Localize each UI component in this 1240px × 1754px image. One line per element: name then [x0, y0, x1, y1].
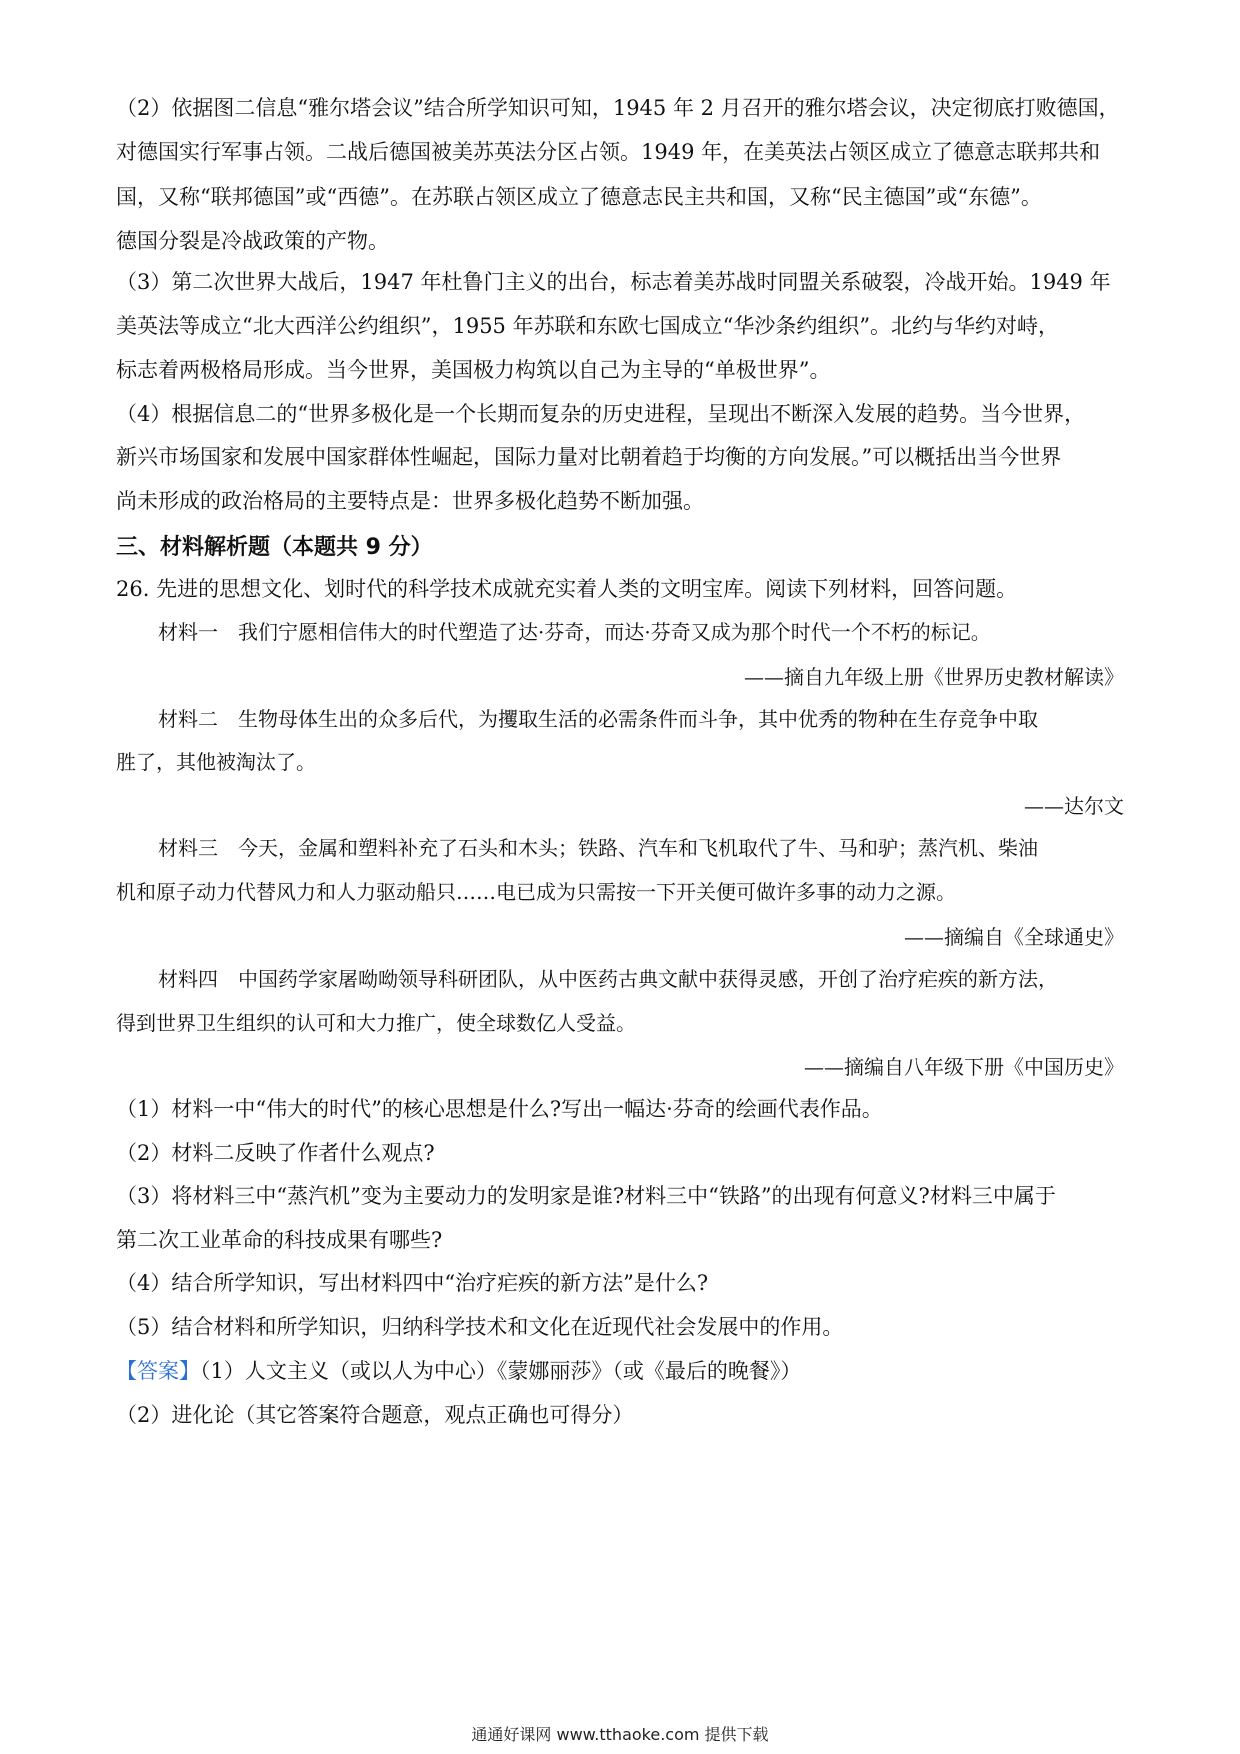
- answer-3-line-2: 美英法等成立“北大西洋公约组织”，1955 年苏联和东欧七国成立“华沙条约组织”。北约与华约对峙，: [116, 314, 1060, 338]
- sub-question-2: （2）材料二反映了作者什么观点?: [116, 1141, 435, 1165]
- answer-line-2: （2）进化论（其它答案符合题意，观点正确也可得分）: [116, 1403, 634, 1427]
- answer-line-1: [116, 1356, 1126, 1386]
- material-3-source: ——摘编自《全球通史》: [904, 925, 1124, 949]
- answer-2-line-4: 德国分裂是冷战政策的产物。: [116, 229, 389, 253]
- answer-3-line-1: （3）第二次世界大战后，1947 年杜鲁门主义的出台，标志着美苏战时同盟关系破裂，冷战开始。1949 年: [116, 270, 1111, 294]
- answer-4-line-3: 尚未形成的政治格局的主要特点是：世界多极化趋势不断加强。: [116, 489, 704, 513]
- sub-question-4: （4）结合所学知识，写出材料四中“治疗疟疾的新方法”是什么?: [116, 1271, 709, 1295]
- material-2-line-1: 材料二 生物母体生出的众多后代，为攫取生活的必需条件而斗争，其中优秀的物种在生存竞争中取: [158, 707, 1038, 731]
- answer-3-line-3: 标志着两极格局形成。当今世界，美国极力构筑以自己为主导的“单极世界”。: [116, 358, 831, 382]
- sub-question-5: （5）结合材料和所学知识，归纳科学技术和文化在近现代社会发展中的作用。: [116, 1315, 844, 1339]
- answer-4-line-1: （4）根据信息二的“世界多极化是一个长期而复杂的历史进程，呈现出不断深入发展的趋势。当今世界，: [116, 402, 1086, 426]
- material-2-line-2: 胜了，其他被淘汰了。: [116, 750, 316, 774]
- material-1-source: ——摘自九年级上册《世界历史教材解读》: [744, 665, 1124, 689]
- answer-2-line-1: （2）依据图二信息“雅尔塔会议”结合所学知识可知，1945 年 2 月召开的雅尔塔会议，决定彻底打败德国，: [116, 96, 1120, 120]
- sub-question-3-line-1: （3）将材料三中“蒸汽机”变为主要动力的发明家是谁?材料三中“铁路”的出现有何意义?材料三中属于: [116, 1184, 1056, 1208]
- material-1: 材料一 我们宁愿相信伟大的时代塑造了达·芬奇，而达·芬奇又成为那个时代一个不朽的标记。: [158, 620, 991, 644]
- footer-watermark: 通通好课网 www.tthaoke.com 提供下载: [471, 1725, 769, 1744]
- answer-tag: 【答案】: [116, 1359, 200, 1383]
- material-4-line-1: 材料四 中国药学家屠呦呦领导科研团队，从中医药古典文献中获得灵感，开创了治疗疟疾的新方法，: [158, 967, 1058, 991]
- material-3-line-1: 材料三 今天，金属和塑料补充了石头和木头；铁路、汽车和飞机取代了牛、马和驴；蒸汽机、柴油: [158, 836, 1038, 860]
- sub-question-3-line-2: 第二次工业革命的科技成果有哪些?: [116, 1228, 443, 1252]
- material-4-source: ——摘编自八年级下册《中国历史》: [804, 1055, 1124, 1079]
- answer-2-line-3: 国，又称“联邦德国”或“西德”。在苏联占领区成立了德意志民主共和国，又称“民主德国”或“东德”。: [116, 185, 1042, 209]
- answer-4-line-2: 新兴市场国家和发展中国家群体性崛起，国际力量对比朝着趋于均衡的方向发展。”可以概括出当今世界: [116, 445, 1062, 469]
- material-2-source: ——达尔文: [1024, 794, 1124, 818]
- material-4-line-2: 得到世界卫生组织的认可和大力推广，使全球数亿人受益。: [116, 1011, 636, 1035]
- answer-2-line-2: 对德国实行军事占领。二战后德国被美苏英法分区占领。1949 年，在美英法占领区成立了德意志联邦共和: [116, 140, 1101, 164]
- sub-question-1: （1）材料一中“伟大的时代”的核心思想是什么?写出一幅达·芬奇的绘画代表作品。: [116, 1097, 883, 1121]
- material-3-line-2: 机和原子动力代替风力和人力驱动船只……电已成为只需按一下开关便可做许多事的动力之源。: [116, 880, 956, 904]
- section-title: 三、材料解析题（本题共 9 分）: [116, 535, 433, 560]
- question-26-stem: 26. 先进的思想文化、划时代的科学技术成就充实着人类的文明宝库。阅读下列材料，回答问题。: [116, 577, 1018, 601]
- answer-1-text: （1）人文主义（或以人为中心）《蒙娜丽莎》（或《最后的晚餐》）: [200, 1359, 802, 1383]
